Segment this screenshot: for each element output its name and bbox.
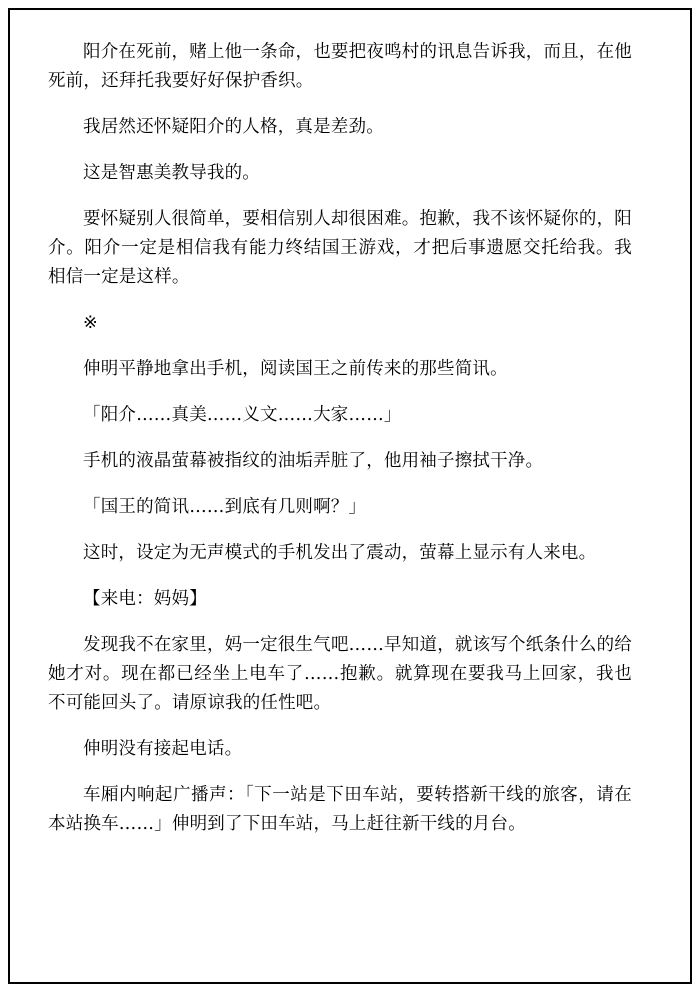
incoming-call-label: 【来电：妈妈】: [83, 589, 207, 609]
paragraph: 阳介在死前，赌上他一条命，也要把夜鸣村的讯息告诉我，而且，在他死前，还拜托我要好好保护香织。: [48, 42, 632, 91]
paragraph: 要怀疑别人很简单，要相信别人却很困难。抱歉，我不该怀疑你的，阳介。阳介一定是相信我有能力终结国王游戏，才把后事遗愿交托给我。我相信一定是这样。: [48, 209, 632, 287]
paragraph: 发现我不在家里，妈一定很生气吧……早知道，就该写个纸条什么的给她才对。现在都已经坐上电车了……抱歉。就算现在要我马上回家，我也不可能回头了。请原谅我的任性吧。: [48, 635, 632, 713]
dialogue-line: 「阳介……真美……义文……大家……」: [83, 405, 402, 425]
paragraph: 伸明平静地拿出手机，阅读国王之前传来的那些简讯。: [83, 359, 508, 379]
paragraph: 手机的液晶萤幕被指纹的油垢弄脏了，他用袖子擦拭干净。: [83, 451, 544, 471]
paragraph: 这是智惠美教导我的。: [83, 163, 260, 183]
paragraph: 我居然还怀疑阳介的人格，真是差劲。: [83, 117, 384, 137]
paragraph: 车厢内响起广播声：「下一站是下田车站，要转搭新干线的旅客，请在本站换车……」伸明到了下田车站，马上赶往新干线的月台。: [48, 785, 632, 834]
section-divider-mark: ※: [83, 313, 98, 333]
paragraph: 伸明没有接起电话。: [83, 739, 243, 759]
dialogue-line: 「国王的简讯……到底有几则啊？」: [83, 497, 367, 517]
paragraph: 这时，设定为无声模式的手机发出了震动，萤幕上显示有人来电。: [83, 543, 597, 563]
page-text-body: [48, 38, 632, 856]
